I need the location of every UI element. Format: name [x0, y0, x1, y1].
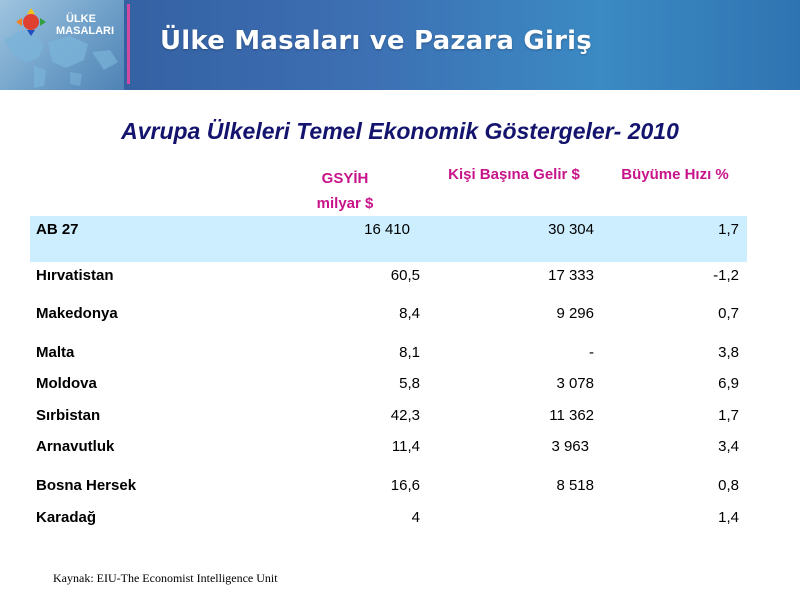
- header-income: Kişi Başına Gelir $: [448, 166, 580, 183]
- country-cell: Moldova: [36, 375, 97, 392]
- logo: [0, 0, 124, 90]
- source-note: Kaynak: EIU-The Economist Intelligence Unit: [53, 571, 278, 585]
- gdp-cell: 16,6: [390, 477, 420, 494]
- gdp-cell: 4: [411, 509, 420, 526]
- growth-cell: 3,8: [718, 344, 739, 361]
- country-cell: AB 27: [36, 221, 79, 238]
- logo-text-line2: MASALARI: [56, 25, 115, 37]
- gdp-cell: 8,1: [399, 344, 420, 361]
- header-gdp-line2: milyar $: [316, 195, 374, 212]
- income-cell: -: [589, 344, 594, 361]
- country-cell: Karadağ: [36, 509, 97, 526]
- income-cell: 3 078: [556, 375, 594, 392]
- gdp-cell: 11,4: [391, 438, 420, 455]
- gdp-cell: 42,3: [390, 407, 420, 424]
- gdp-cell: 60,5: [390, 267, 420, 284]
- growth-cell: 1,4: [718, 509, 739, 526]
- header-gdp-line1: GSYİH: [321, 170, 369, 187]
- growth-cell: 0,8: [718, 477, 739, 494]
- country-cell: Hırvatistan: [36, 267, 114, 284]
- country-cell: Malta: [36, 344, 75, 361]
- banner-title: Ülke Masaları ve Pazara Giriş: [160, 26, 592, 56]
- income-cell: 17 333: [548, 267, 594, 284]
- growth-cell: 3,4: [718, 438, 739, 455]
- income-cell: 30 304: [548, 221, 594, 238]
- logo-text-line1: ÜLKE: [66, 13, 96, 25]
- gdp-cell: 8,4: [399, 305, 420, 322]
- country-cell: Bosna Hersek: [36, 477, 137, 494]
- income-cell: 8 518: [556, 477, 594, 494]
- growth-cell: 1,7: [718, 407, 739, 424]
- income-cell: 11 362: [549, 407, 594, 424]
- growth-cell: 6,9: [718, 375, 739, 392]
- country-cell: Arnavutluk: [36, 438, 115, 455]
- slide-title: Avrupa Ülkeleri Temel Ekonomik Göstergeler- 2010: [121, 118, 679, 144]
- growth-cell: 1,7: [718, 221, 739, 238]
- growth-cell: 0,7: [718, 305, 739, 322]
- header-gdp: [290, 166, 400, 216]
- income-cell: 3 963: [551, 438, 589, 455]
- gdp-cell: 16 410: [364, 221, 410, 238]
- income-cell: 9 296: [556, 305, 594, 322]
- arrows-emblem-icon: [14, 6, 48, 38]
- header-banner: [0, 0, 800, 90]
- accent-bar: [127, 4, 130, 84]
- header-growth: Büyüme Hızı %: [621, 166, 729, 183]
- gdp-cell: 5,8: [399, 375, 420, 392]
- country-cell: Makedonya: [36, 305, 118, 322]
- growth-cell: -1,2: [713, 267, 739, 284]
- country-cell: Sırbistan: [36, 407, 101, 424]
